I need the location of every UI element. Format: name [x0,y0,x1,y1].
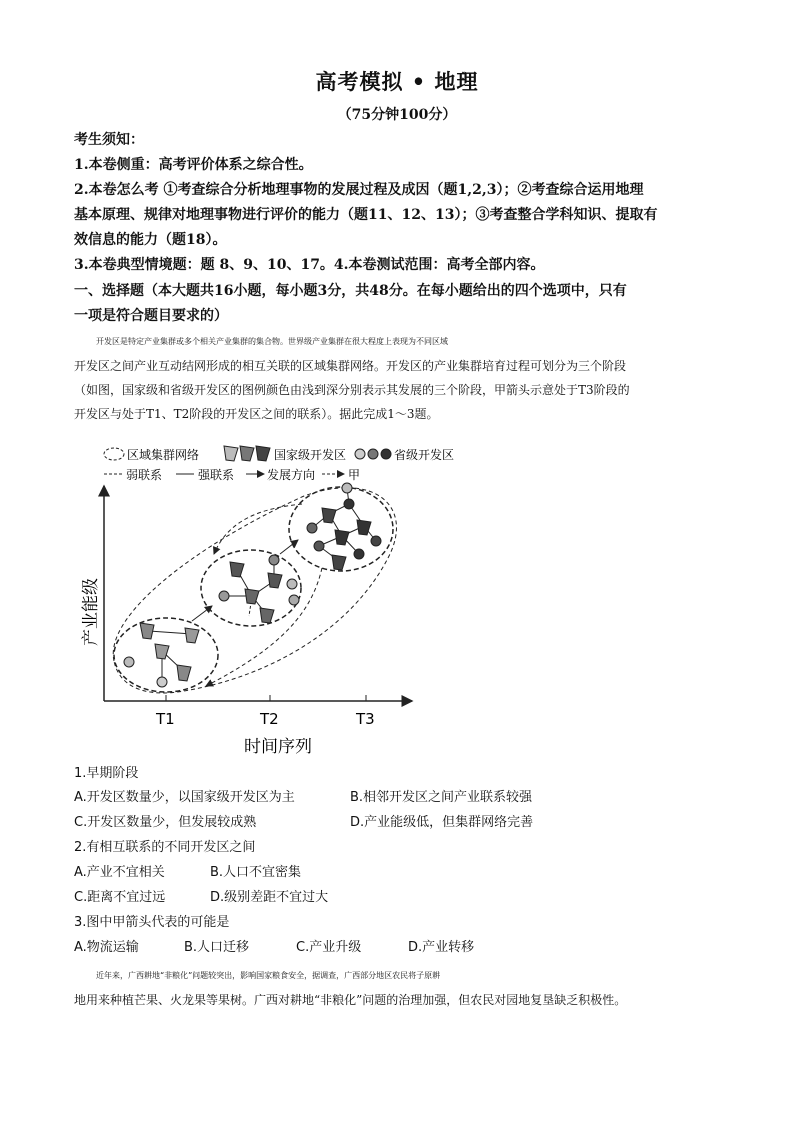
page-title: 高考模拟 • 地理 [315,69,479,94]
legend-strong-label: 强联系 [198,468,235,482]
legend-jia-label: 甲 [348,468,361,482]
jia-arrow-to-t1 [206,568,322,686]
question-2-option-b[interactable]: B.人口不宜密集 [210,865,302,880]
legend-provincial-label: 省级开发区 [394,448,455,462]
question-3-option-a[interactable]: A.物流运输 [74,940,139,955]
notice-heading: 考生须知： [74,132,144,148]
notice-item-2b: 基本原理、规律对地理事物进行评价的能力（题11、12、13）；③考查整合学科知识、提取有 [74,207,658,223]
question-3-option-b[interactable]: B.人口迁移 [184,940,250,955]
legend-weak-label: 弱联系 [126,468,163,482]
passage1-line-4: 开发区与处于T1、T2阶段的开发区之间的联系）。据此完成1～3题。 [74,407,439,421]
passage2-line-1: 近年来，广西耕地“非粮化”问题较突出，影响国家粮食安全，据调查，广西部分地区农民将子原耕 [96,971,441,980]
section-heading-2: 一项是符合题目要求的） [74,308,228,324]
passage1-line-3: （如图，国家级和省级开发区的图例颜色由浅到深分别表示其发展的三个阶段，甲箭头示意处于T3阶段的 [74,383,630,397]
passage1-line-1: 开发区是特定产业集群或多个相关产业集群的集合物。世界级产业集群在很大程度上表现为不同区域 [96,337,448,346]
legend-network-icon [104,448,124,460]
x-tick-label-t1: T1 [156,710,175,728]
question-3-option-c[interactable]: C.产业升级 [296,940,362,955]
direction-arrow-t2-t3 [280,540,298,554]
question-2-option-d[interactable]: D.级别差距不宜过大 [210,890,329,905]
notice-item-1: 1.本卷侧重：高考评价体系之综合性。 [74,157,313,173]
x-tick-label-t2: T2 [260,710,279,728]
question-2-option-a[interactable]: A.产业不宜相关 [74,865,165,880]
exam-duration-score: （75分钟100分） [337,107,457,123]
question-1-option-d[interactable]: D.产业能级低，但集群网络完善 [350,815,534,830]
x-tick-label-t3: T3 [356,710,375,728]
legend-network-label: 区域集群网络 [127,448,200,462]
question-2-option-c[interactable]: C.距离不宜过远 [74,890,166,905]
passage2-line-2: 地用来种植芒果、火龙果等果树。广西对耕地“非粮化”问题的治理加强，但农民对园地复垦缺乏积极性。 [74,993,627,1007]
question-1-option-b[interactable]: B.相邻开发区之间产业联系较强 [350,790,533,805]
question-1-option-c[interactable]: C.开发区数量少，但发展较成熟 [74,815,257,830]
section-heading-1: 一、选择题（本大题共16小题，每小题3分，共48分。在每小题给出的四个选项中，只有 [74,283,627,299]
question-3-option-d[interactable]: D.产业转移 [408,940,475,955]
y-axis-label: 产业能级 [81,578,101,646]
direction-arrow-t1-t2 [192,606,212,621]
cluster-t1-nodes [124,623,199,687]
x-axis-label: 时间序列 [244,737,312,756]
question-3-stem: 3.图中甲箭头代表的可能是 [74,915,230,930]
notice-item-3: 3.本卷典型情境题：题 8、9、10、17。4.本卷测试范围：高考全部内容。 [74,257,545,273]
question-1-option-a[interactable]: A.开发区数量少，以国家级开发区为主 [74,790,295,805]
notice-item-2c: 效信息的能力（题18）。 [74,232,227,248]
cluster-t2 [201,550,301,626]
cluster-diagram [74,436,494,756]
legend-national-label: 国家级开发区 [274,448,347,462]
legend-direction-label: 发展方向 [267,468,316,482]
legend-provincial-icon [355,449,391,459]
passage1-line-2: 开发区之间产业互动结网形成的相互关联的区域集群网络。开发区的产业集群培育过程可划分为三个阶段 [74,359,627,373]
cluster-t2-nodes [219,555,299,623]
legend-national-icon [224,446,270,461]
cluster-t3-nodes [307,483,381,570]
notice-item-2a: 2.本卷怎么考 ①考查综合分析地理事物的发展过程及成因（题1,2,3）；②考查综合运用地理 [74,182,644,198]
question-1-stem: 1.早期阶段 [74,766,139,781]
question-2-stem: 2.有相互联系的不同开发区之间 [74,840,256,855]
